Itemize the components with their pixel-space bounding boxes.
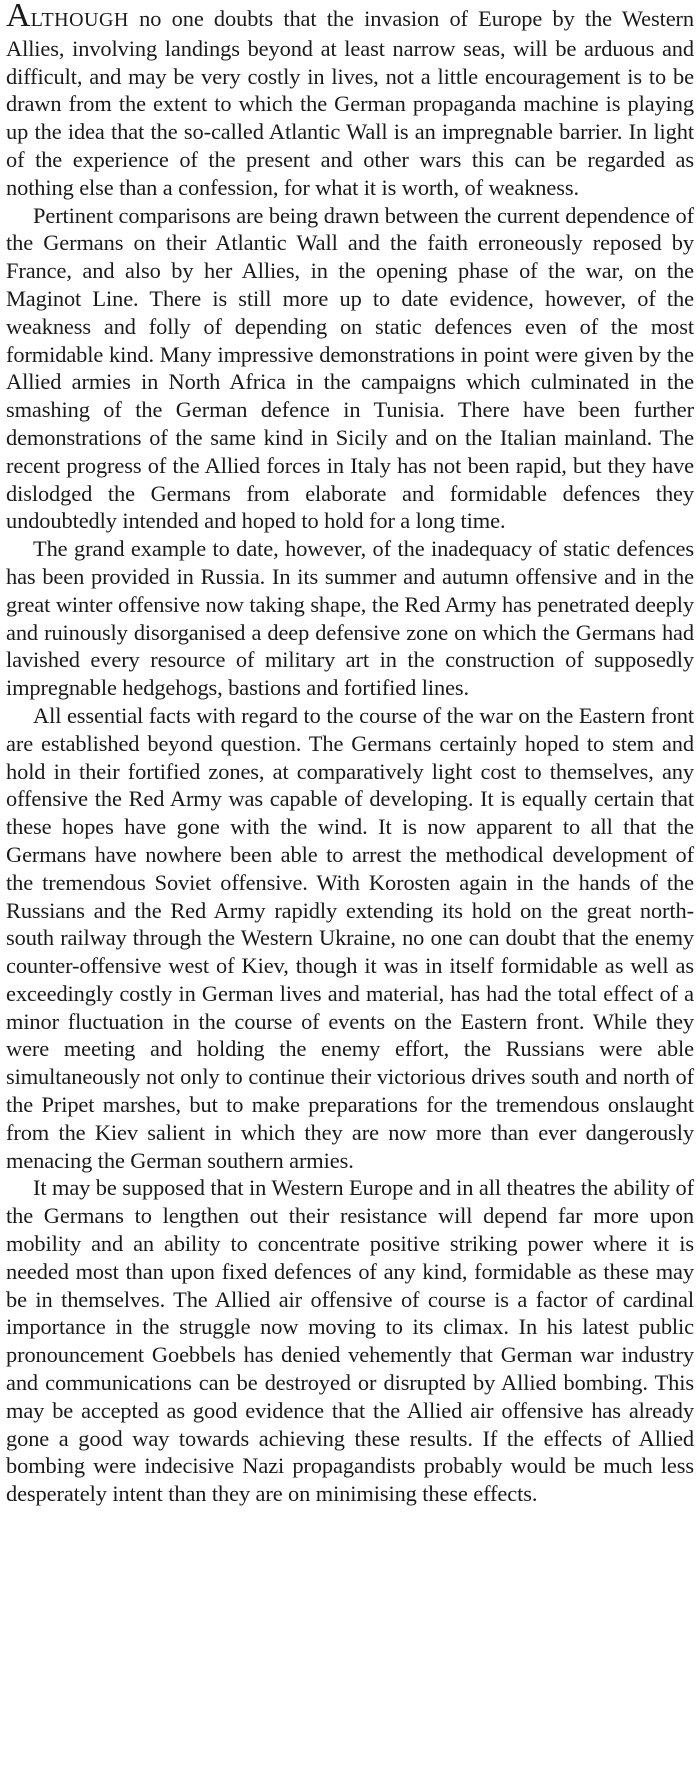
paragraph-western-europe: It may be supposed that in Western Europe and in all theatres the ability of the Germans to lengthen out their resistance will depend far more upon mobility and an ability to concentrate positive striking power where it is needed most than upon fixed defences of any kind, formidable as these may be in themselves. The Allied air offensive of course is a factor of cardinal importance in the struggle now moving to its climax. In his latest public pronouncement Goebbels has denied vehemently that German war industry and communications can be destroyed or disrupted by Allied bombing. This may be accepted as good evidence that the Allied air offensive has already gone a good way towards achieving these results. If the effects of Allied bombing were indecisive Nazi propagandists probably would be much less desperately intent than they are on minimising these effects.	[6, 1175, 694, 1507]
paragraph-russia-example: The grand example to date, however, of the inadequacy of static defences has been provided in Russia. In its summer and autumn offensive and in the great winter offensive now taking shape, the Red Army has penetrated deeply and ruinously disorganised a deep defensive zone on which the Germans had lavished every resource of military art in the construction of supposedly impregnable hedgehogs, bastions and fortified lines.	[6, 536, 694, 701]
lead-paragraph	[6, 2, 694, 202]
article-column	[6, 2, 694, 1508]
paragraph-eastern-front: All essential facts with regard to the course of the war on the Eastern front are established beyond question. The Germans certainly hoped to stem and hold in their fortified zones, at comparatively light cost to themselves, any offensive the Red Army was capable of developing. It is equally certain that these hopes have gone with the wind. It is now apparent to all that the Germans have nowhere been able to arrest the methodical development of the tremendous Soviet offensive. With Korosten again in the hands of the Russians and the Red Army rapidly extending its hold on the great north-south railway through the Western Ukraine, no one can doubt that the enemy counter-offensive west of Kiev, though it was in itself formidable as well as exceedingly costly in German lives and material, has had the total effect of a minor fluctuation in the course of events on the Eastern front. While they were meeting and holding the enemy effort, the Russians were able simultaneously not only to continue their victorious drives south and north of the Pripet marshes, but to make preparations for the tremendous onslaught from the Kiev salient in which they are now more than ever dangerously menacing the German southern armies.	[6, 702, 694, 1173]
paragraph-maginot-comparison: Pertinent comparisons are being drawn between the current dependence of the Germans on their Atlantic Wall and the faith erroneously reposed by France, and also by her Allies, in the opening phase of the war, on the Maginot Line. There is still more up to date evidence, however, of the weakness and folly of depending on static defences even of the most formidable kind. Many impressive demonstrations in point were given by the Allied armies in North Africa in the campaigns which culminated in the smashing of the German defence in Tunisia. There have been further demonstrations of the same kind in Sicily and on the Italian mainland. The recent progress of the Allied forces in Italy has not been rapid, but they have dislodged the Germans from elaborate and formidable defences they undoubtedly intended and hoped to hold for a long time.	[6, 202, 694, 534]
lead-paragraph-text: no one doubts that the invasion of Europe by the Western Allies, involving landings beyond at least narrow seas, will be arduous and difficult, and may be very costly in lives, not a little encouragement is to be drawn from the extent to which the German propaganda machine is playing up the idea that the so-called Atlantic Wall is an impregnable barrier. In light of the experience of the present and other wars this can be regarded as nothing else than a confession, for what it is worth, of weakness.	[6, 6, 694, 200]
lead-small-caps: LTHOUGH	[30, 9, 129, 31]
drop-cap-initial: A	[6, 0, 31, 34]
